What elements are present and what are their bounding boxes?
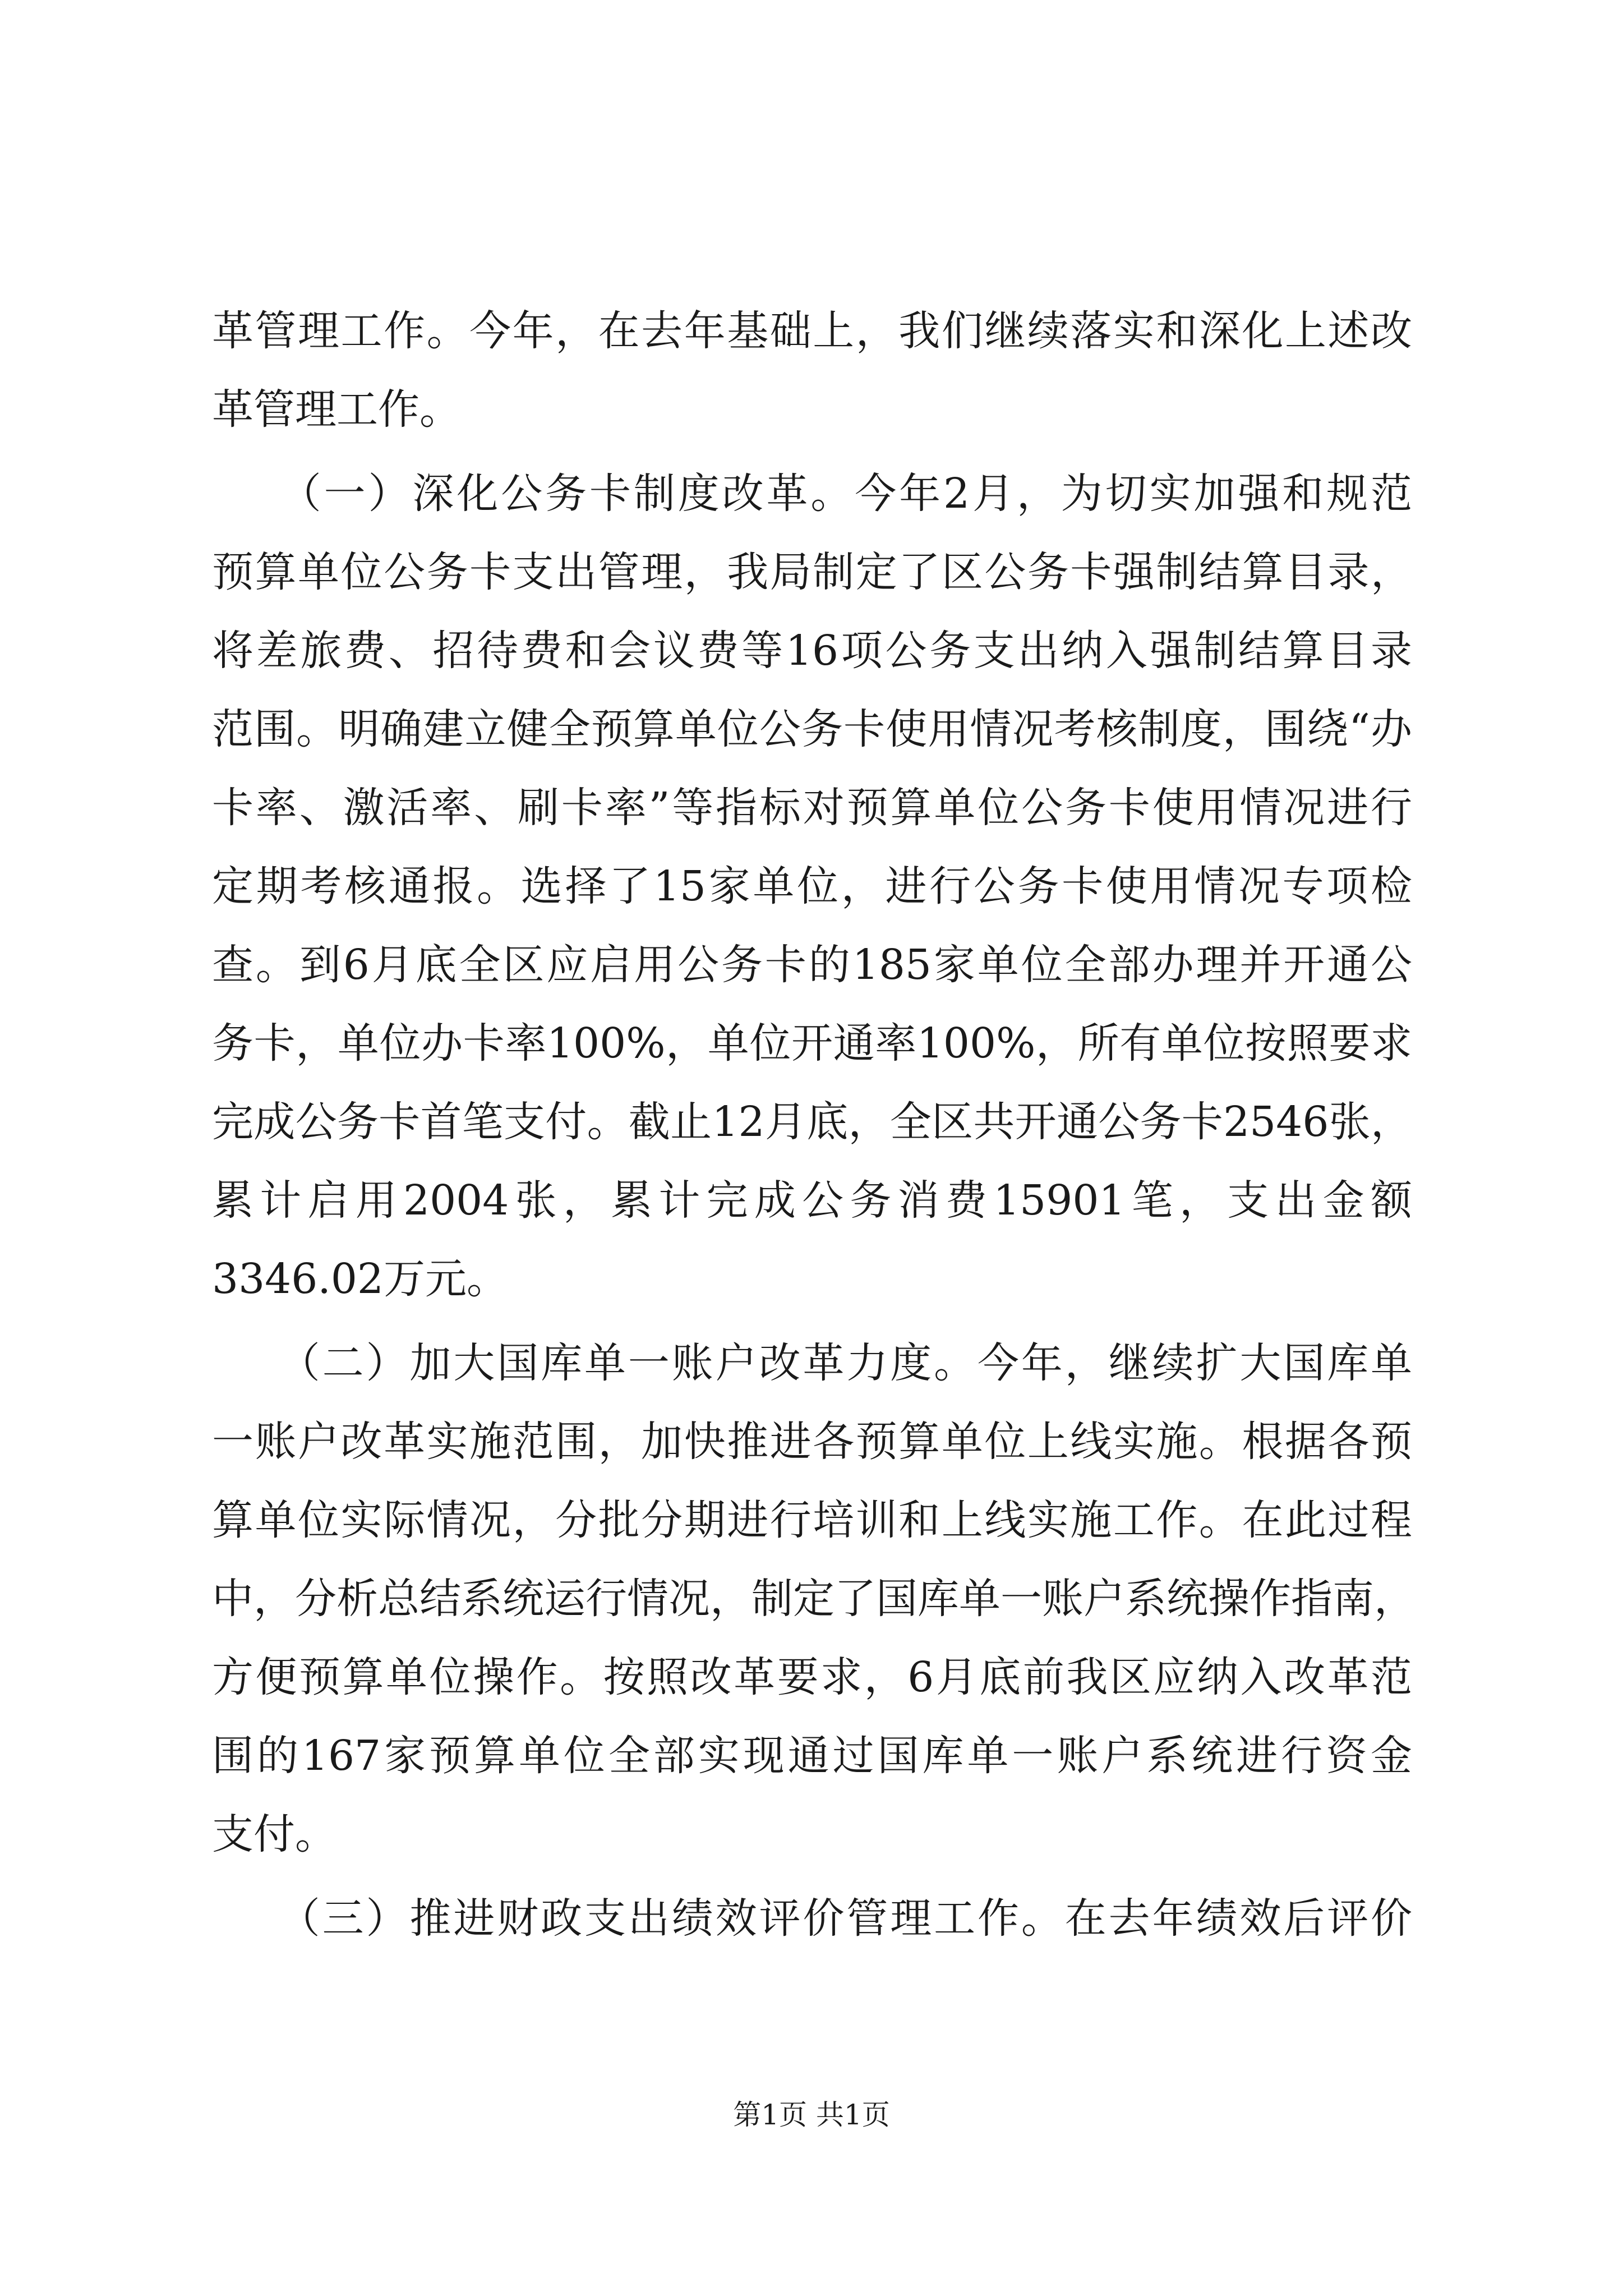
body-line: 查。到6月底全区应启用公务卡的185家单位全部办理并开通公 (212, 941, 1412, 989)
body-line: 务卡，单位办卡率100%，单位开通率100%，所有单位按照要求 (212, 1019, 1412, 1068)
body-line: 革管理工作。 (212, 385, 461, 434)
body-line: 预算单位公务卡支出管理，我局制定了区公务卡强制结算目录， (212, 548, 1412, 596)
body-line: 算单位实际情况，分批分期进行培训和上线实施工作。在此过程 (212, 1496, 1412, 1544)
body-line: 一账户改革实施范围，加快推进各预算单位上线实施。根据各预 (212, 1418, 1412, 1466)
body-line: 方便预算单位操作。按照改革要求，6月底前我区应纳入改革范 (212, 1653, 1412, 1701)
body-line: 围的167家预算单位全部实现通过国库单一账户系统进行资金 (212, 1732, 1412, 1780)
body-line: 中，分析总结系统运行情况，制定了国库单一账户系统操作指南， (212, 1575, 1415, 1623)
body-line: 支付。 (212, 1810, 336, 1858)
body-line: 累计启用2004张，累计完成公务消费15901笔，支出金额 (212, 1176, 1412, 1225)
body-line: （一）深化公务卡制度改革。今年2月，为切实加强和规范 (212, 470, 1412, 518)
body-line: 卡率、激活率、刷卡率”等指标对预算单位公务卡使用情况进行 (212, 784, 1412, 832)
body-line: 革管理工作。今年，在去年基础上，我们继续落实和深化上述改 (212, 307, 1412, 355)
body-line: （二）加大国库单一账户改革力度。今年，继续扩大国库单 (212, 1339, 1412, 1387)
body-line: 将差旅费、招待费和会议费等16项公务支出纳入强制结算目录 (212, 627, 1412, 675)
page-footer: 第1页 共1页 (733, 2099, 890, 2131)
body-line: 范围。明确建立健全预算单位公务卡使用情况考核制度，围绕“办 (212, 705, 1412, 753)
body-line: 定期考核通报。选择了15家单位，进行公务卡使用情况专项检 (212, 862, 1412, 910)
body-line: （三）推进财政支出绩效评价管理工作。在去年绩效后评价 (212, 1894, 1412, 1943)
body-line: 3346.02万元。 (212, 1255, 509, 1303)
body-line: 完成公务卡首笔支付。截止12月底，全区共开通公务卡2546张， (212, 1098, 1412, 1146)
